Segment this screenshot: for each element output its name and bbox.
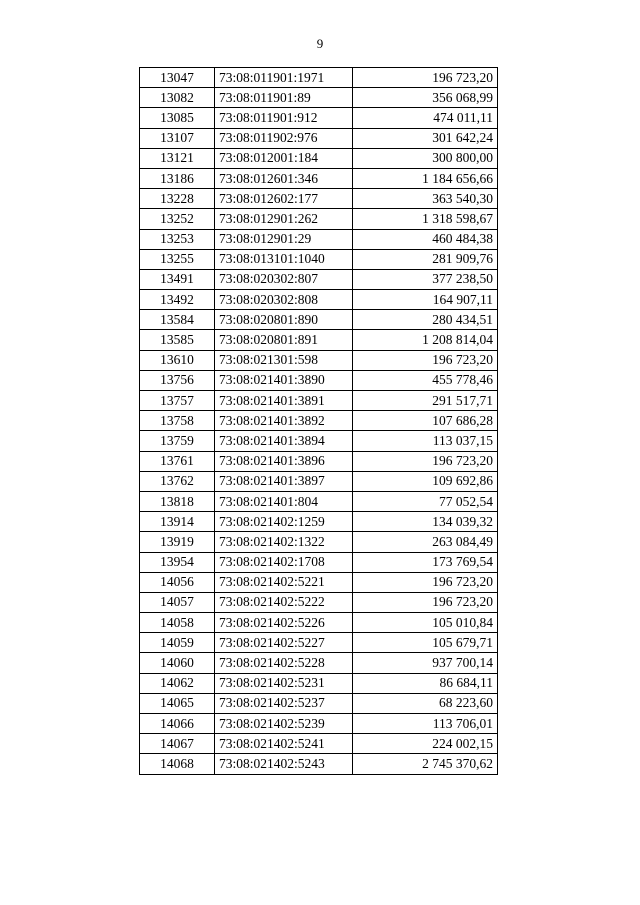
record-number-cell: 13584 [140,310,215,330]
value-cell: 113 706,01 [353,714,498,734]
value-cell: 291 517,71 [353,391,498,411]
record-number-cell: 13047 [140,68,215,88]
record-number-cell: 13107 [140,128,215,148]
table-row [140,512,498,532]
record-number-cell: 14068 [140,754,215,774]
cadastral-number-cell: 73:08:021402:5231 [215,673,353,693]
record-number-cell: 13228 [140,189,215,209]
record-number-cell: 14056 [140,572,215,592]
table-row [140,693,498,713]
cadastral-number-cell: 73:08:021402:5222 [215,592,353,612]
record-number-cell: 13954 [140,552,215,572]
cadastral-number-cell: 73:08:020302:808 [215,290,353,310]
value-cell: 134 039,32 [353,512,498,532]
value-cell: 77 052,54 [353,491,498,511]
table-row [140,411,498,431]
record-number-cell: 13919 [140,532,215,552]
value-cell: 105 679,71 [353,633,498,653]
value-cell: 196 723,20 [353,68,498,88]
value-cell: 377 238,50 [353,269,498,289]
cadastral-number-cell: 73:08:021401:3890 [215,370,353,390]
value-cell: 105 010,84 [353,613,498,633]
record-number-cell: 13121 [140,148,215,168]
cadastral-number-cell: 73:08:021401:804 [215,491,353,511]
record-number-cell: 13762 [140,471,215,491]
value-cell: 224 002,15 [353,734,498,754]
record-number-cell: 14059 [140,633,215,653]
table-row [140,613,498,633]
cadastral-number-cell: 73:08:012602:177 [215,189,353,209]
value-cell: 164 907,11 [353,290,498,310]
cadastral-number-cell: 73:08:021402:5237 [215,693,353,713]
table-row [140,592,498,612]
record-number-cell: 14058 [140,613,215,633]
cadastral-number-cell: 73:08:021401:3897 [215,471,353,491]
table-row [140,68,498,88]
cadastral-number-cell: 73:08:021401:3891 [215,391,353,411]
cadastral-number-cell: 73:08:012601:346 [215,168,353,188]
cadastral-number-cell: 73:08:012901:262 [215,209,353,229]
registry-table-body [140,68,498,775]
cadastral-number-cell: 73:08:021402:5228 [215,653,353,673]
value-cell: 113 037,15 [353,431,498,451]
cadastral-number-cell: 73:08:012001:184 [215,148,353,168]
table-row [140,572,498,592]
cadastral-number-cell: 73:08:021401:3896 [215,451,353,471]
cadastral-number-cell: 73:08:012901:29 [215,229,353,249]
record-number-cell: 13252 [140,209,215,229]
value-cell: 1 208 814,04 [353,330,498,350]
table-row [140,451,498,471]
table-row [140,229,498,249]
table-row [140,734,498,754]
value-cell: 196 723,20 [353,350,498,370]
record-number-cell: 13758 [140,411,215,431]
table-row [140,754,498,774]
record-number-cell: 14057 [140,592,215,612]
record-number-cell: 13818 [140,491,215,511]
record-number-cell: 13085 [140,108,215,128]
cadastral-number-cell: 73:08:021402:5227 [215,633,353,653]
cadastral-number-cell: 73:08:021402:1322 [215,532,353,552]
value-cell: 107 686,28 [353,411,498,431]
cadastral-number-cell: 73:08:021402:5241 [215,734,353,754]
record-number-cell: 14066 [140,714,215,734]
registry-table [139,67,498,775]
table-row [140,552,498,572]
value-cell: 300 800,00 [353,148,498,168]
table-row [140,209,498,229]
table-row [140,350,498,370]
value-cell: 280 434,51 [353,310,498,330]
record-number-cell: 13761 [140,451,215,471]
value-cell: 196 723,20 [353,592,498,612]
cadastral-number-cell: 73:08:021401:3894 [215,431,353,451]
record-number-cell: 13756 [140,370,215,390]
record-number-cell: 13253 [140,229,215,249]
record-number-cell: 13757 [140,391,215,411]
value-cell: 2 745 370,62 [353,754,498,774]
value-cell: 937 700,14 [353,653,498,673]
value-cell: 86 684,11 [353,673,498,693]
table-row [140,249,498,269]
record-number-cell: 13255 [140,249,215,269]
table-row [140,330,498,350]
record-number-cell: 14060 [140,653,215,673]
table-row [140,471,498,491]
cadastral-number-cell: 73:08:011901:89 [215,88,353,108]
value-cell: 263 084,49 [353,532,498,552]
value-cell: 455 778,46 [353,370,498,390]
value-cell: 173 769,54 [353,552,498,572]
record-number-cell: 13491 [140,269,215,289]
table-row [140,168,498,188]
value-cell: 301 642,24 [353,128,498,148]
record-number-cell: 14062 [140,673,215,693]
cadastral-number-cell: 73:08:011901:912 [215,108,353,128]
record-number-cell: 13610 [140,350,215,370]
table-row [140,391,498,411]
record-number-cell: 13585 [140,330,215,350]
table-row [140,128,498,148]
value-cell: 68 223,60 [353,693,498,713]
record-number-cell: 14067 [140,734,215,754]
value-cell: 196 723,20 [353,451,498,471]
page-number: 9 [316,36,324,51]
table-row [140,290,498,310]
table-row [140,431,498,451]
cadastral-number-cell: 73:08:021402:1259 [215,512,353,532]
record-number-cell: 13082 [140,88,215,108]
cadastral-number-cell: 73:08:021402:1708 [215,552,353,572]
record-number-cell: 13492 [140,290,215,310]
value-cell: 1 184 656,66 [353,168,498,188]
table-row [140,269,498,289]
cadastral-number-cell: 73:08:021402:5221 [215,572,353,592]
value-cell: 474 011,11 [353,108,498,128]
cadastral-number-cell: 73:08:021402:5239 [215,714,353,734]
cadastral-number-cell: 73:08:020801:890 [215,310,353,330]
value-cell: 1 318 598,67 [353,209,498,229]
value-cell: 281 909,76 [353,249,498,269]
table-row [140,633,498,653]
cadastral-number-cell: 73:08:021402:5243 [215,754,353,774]
cadastral-number-cell: 73:08:021301:598 [215,350,353,370]
cadastral-number-cell: 73:08:011902:976 [215,128,353,148]
cadastral-number-cell: 73:08:013101:1040 [215,249,353,269]
table-row [140,88,498,108]
table-row [140,310,498,330]
table-row [140,370,498,390]
table-row [140,148,498,168]
table-row [140,714,498,734]
table-row [140,653,498,673]
record-number-cell: 13914 [140,512,215,532]
record-number-cell: 13186 [140,168,215,188]
cadastral-number-cell: 73:08:021402:5226 [215,613,353,633]
table-row [140,108,498,128]
table-row [140,189,498,209]
value-cell: 363 540,30 [353,189,498,209]
cadastral-number-cell: 73:08:020302:807 [215,269,353,289]
table-row [140,491,498,511]
cadastral-number-cell: 73:08:011901:1971 [215,68,353,88]
value-cell: 196 723,20 [353,572,498,592]
record-number-cell: 14065 [140,693,215,713]
record-number-cell: 13759 [140,431,215,451]
table-row [140,673,498,693]
cadastral-number-cell: 73:08:021401:3892 [215,411,353,431]
cadastral-number-cell: 73:08:020801:891 [215,330,353,350]
value-cell: 460 484,38 [353,229,498,249]
value-cell: 356 068,99 [353,88,498,108]
value-cell: 109 692,86 [353,471,498,491]
table-row [140,532,498,552]
